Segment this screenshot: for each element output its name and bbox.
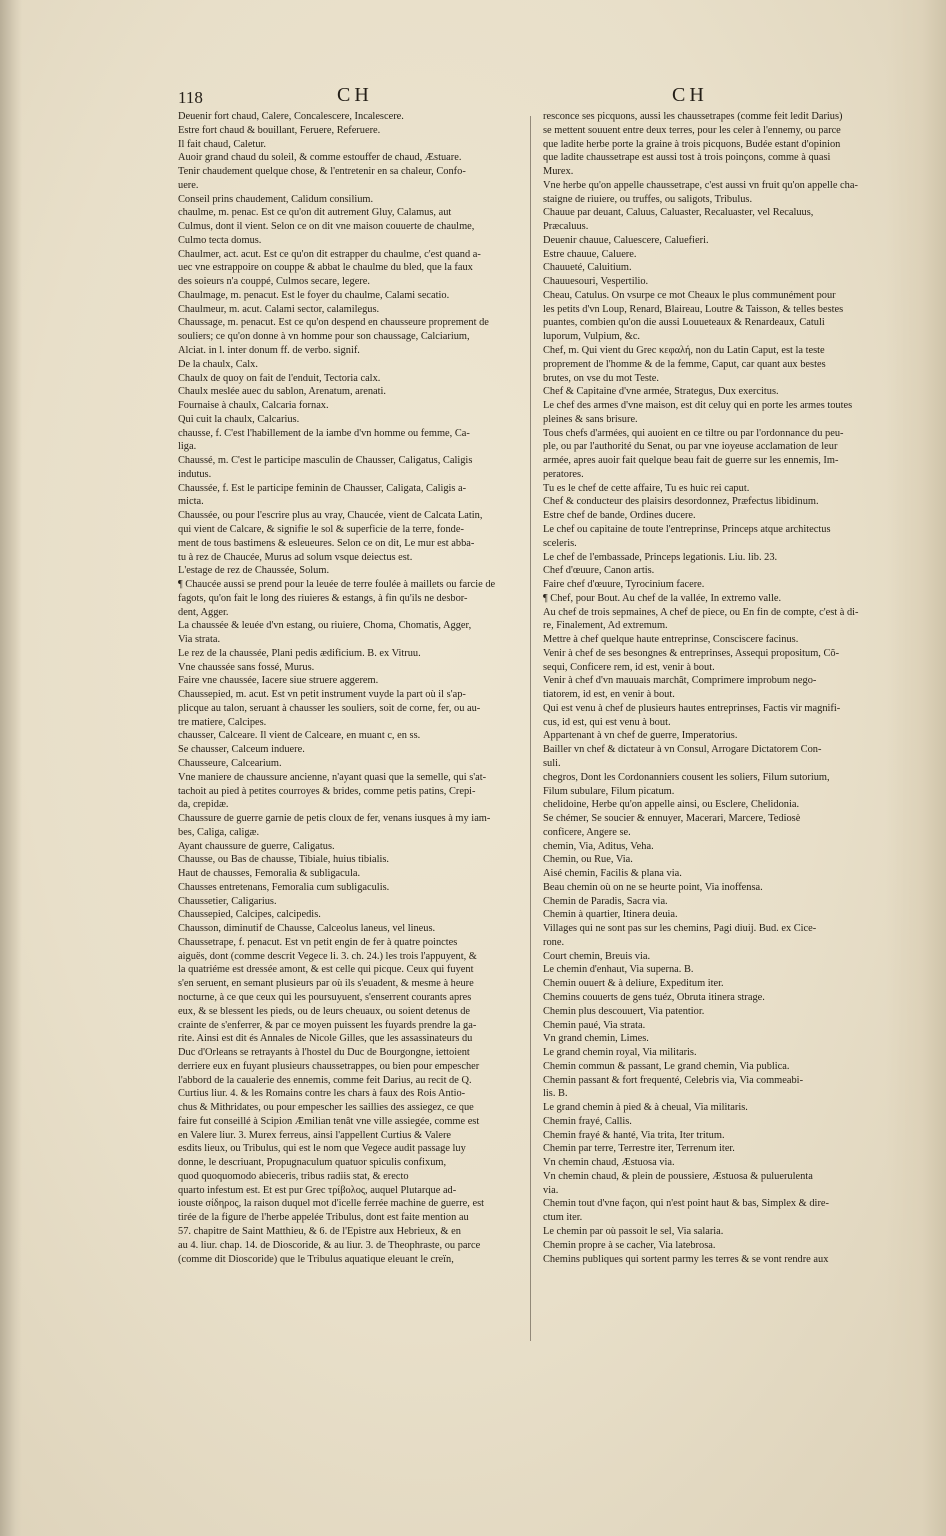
- text-line: crainte de s'enferrer, & par ce moyen puissent les fuyards prendre la ga-: [178, 1019, 477, 1031]
- text-line: Chaussage, m. penacut. Est ce qu'on despend en chausseure proprement de: [178, 317, 489, 329]
- text-line: conficere, Angere se.: [543, 826, 631, 838]
- page-number: 118: [178, 88, 203, 107]
- text-line: uec vne estrappoire on couppe & abbat le chaulme du bled, que la faux: [178, 262, 473, 274]
- text-line: plicque au talon, seruant à chausser les souliers, soit de corne, fer, ou au-: [178, 702, 481, 714]
- text-line: tu à rez de Chaucée, Murus ad solum vsque deiectus est.: [178, 551, 413, 563]
- text-line: suli.: [543, 757, 561, 769]
- running-head-left: CH: [337, 84, 373, 106]
- text-line: Filum subulare, Filum picatum.: [543, 785, 675, 797]
- text-line: Chemin paué, Via strata.: [543, 1019, 646, 1031]
- text-line: Se chausser, Calceum induere.: [178, 744, 305, 756]
- text-line: Culmo tecta domus.: [178, 234, 262, 246]
- text-line: Il fait chaud, Caletur.: [178, 138, 267, 150]
- text-line: Chemin passant & fort frequenté, Celebris via, Via commeabi-: [543, 1074, 804, 1086]
- text-line: Chemins couuerts de gens tuéz, Obruta itinera strage.: [543, 992, 765, 1003]
- text-line: Fournaise à chaulx, Calcaria fornax.: [178, 400, 329, 412]
- text-line: Ayant chaussure de guerre, Caligatus.: [178, 840, 335, 852]
- text-line: Chaulmage, m. penacut. Est le foyer du chaulme, Calami secatio.: [178, 289, 450, 301]
- text-line: Vn chemin chaud, Æstuosa via.: [543, 1157, 675, 1169]
- text-line: Deuenir chauue, Caluescere, Caluefieri.: [543, 234, 709, 246]
- text-line: re, Finalement, Ad extremum.: [543, 620, 668, 632]
- text-line: chelidoine, Herbe qu'on appelle ainsi, ou Esclere, Chelidonia.: [543, 799, 800, 811]
- text-line: Vne chaussée sans fossé, Murus.: [178, 661, 315, 673]
- text-line: Le chef de l'embassade, Princeps legationis. Liu. lib. 23.: [543, 551, 778, 563]
- text-line: Haut de chausses, Femoralia & subligacula.: [178, 868, 361, 880]
- text-line: se mettent souuent entre deux terres, pour les celer à l'ennemy, ou parce: [543, 124, 841, 136]
- text-line: brutes, on vse du mot Teste.: [543, 372, 659, 384]
- text-line: que ladite chaussetrape est aussi tost à trois poinçons, comme à quasi: [543, 152, 831, 164]
- text-line: indutus.: [178, 468, 212, 480]
- text-line: Chaussure de guerre garnie de petis cloux de fer, venans iusques à my iam-: [178, 813, 491, 825]
- text-line: La chaussée & leuée d'vn estang, ou riuiere, Choma, Chomatis, Agger,: [178, 620, 472, 632]
- text-line: Murex.: [543, 166, 574, 178]
- text-line: Chauueté, Caluitium.: [543, 262, 632, 274]
- text-line: puantes, combien qu'on die aussi Louueteaux & Renardeaux, Catuli: [543, 317, 825, 329]
- text-line: Chemin propre à se cacher, Via latebrosa.: [543, 1239, 716, 1251]
- text-line: tirée de la figure de l'herbe appelée Tribulus, dont est faite mention au: [178, 1212, 469, 1224]
- text-line: Chaussepied, Calcipes, calcipedis.: [178, 909, 321, 921]
- page-spine-shadow: [0, 0, 22, 1536]
- text-line: Chemin commun & passant, Le grand chemin, Via publica.: [543, 1060, 790, 1072]
- text-line: Chemins publiques qui sortent parmy les terres & se vont rendre aux: [543, 1253, 829, 1265]
- text-line: staigne de riuiere, ou truffes, ou saligots, Tribulus.: [543, 193, 753, 205]
- text-line: Chemin de Paradis, Sacra via.: [543, 895, 668, 907]
- text-line: quarto infestum est. Et est pur Grec τρίβολος, auquel Plutarque ad-: [178, 1184, 457, 1196]
- text-line: Chaussepied, m. acut. Est vn petit instrument vuyde la part où il s'ap-: [178, 689, 466, 701]
- text-line: peratores.: [543, 468, 584, 480]
- running-head-right: CH: [672, 84, 708, 106]
- text-line: que ladite herbe porte la graine à trois picquons, Budée estant d'opinion: [543, 138, 841, 150]
- text-line: Vn grand chemin, Limes.: [543, 1033, 649, 1045]
- text-line: Chausseure, Calcearium.: [178, 757, 282, 769]
- text-line: esdits lieux, ou Tribulus, qui est le nom que Vegece audit passage luy: [178, 1143, 466, 1155]
- text-line: fagots, qu'on fait le long des riuieres & estangs, à fin qu'ils ne desbor-: [178, 592, 468, 604]
- text-line: Chaulmer, act. acut. Est ce qu'on dit estrapper du chaulme, c'est quand a-: [178, 248, 481, 260]
- text-line: Le chemin d'enhaut, Via superna. B.: [543, 964, 694, 976]
- text-line: Culmus, dont il vient. Selon ce on dit vne maison couuerte de chaulme,: [178, 221, 475, 233]
- text-line: 57. chapitre de Saint Matthieu, & 6. de l'Epistre aux Hebrieux, & en: [178, 1226, 461, 1238]
- text-line: Tenir chaudement quelque chose, & l'entretenir en sa chaleur, Confo-: [178, 166, 466, 178]
- text-line: Qui est venu à chef de plusieurs hautes entreprinses, Factis vir magnifi-: [543, 702, 841, 714]
- text-line: Chaulx de quoy on fait de l'enduit, Tectoria calx.: [178, 372, 381, 384]
- text-line: nocturne, à ce que ceux qui les poursuyuent, s'enserrent courants apres: [178, 992, 472, 1003]
- text-line: les petits d'vn Loup, Renard, Blaireau, Loutre & Taisson, & telles bestes: [543, 303, 844, 315]
- right-column: [543, 110, 885, 1266]
- text-line: Mettre à chef quelque haute entreprinse, Consciscere facinus.: [543, 634, 799, 646]
- text-line: rone.: [543, 936, 565, 948]
- text-line: Beau chemin où on ne se heurte point, Via inoffensa.: [543, 881, 763, 893]
- text-line: luporum, Vulpium, &c.: [543, 331, 641, 343]
- text-line: Le grand chemin royal, Via militaris.: [543, 1047, 697, 1059]
- text-line: resconce ses picquons, aussi les chaussetrapes (comme feit ledit Darius): [543, 111, 843, 122]
- text-line: Chemin par terre, Terrestre iter, Terrenum iter.: [543, 1143, 735, 1155]
- text-line: Aisé chemin, Facilis & plana via.: [543, 868, 682, 880]
- text-line: pleines & sans brisure.: [543, 413, 638, 425]
- text-line: Chauue par deuant, Caluus, Caluaster, Recaluaster, vel Recaluus,: [543, 207, 814, 219]
- text-line: Le chef des armes d'vne maison, est dit celuy qui en porte les armes toutes: [543, 400, 853, 412]
- text-line: donne, le descriuant, Propugnaculum quatuor spiculis confixum,: [178, 1157, 447, 1169]
- text-line: lis. B.: [543, 1088, 568, 1100]
- text-line: Chemin tout d'vne façon, qui n'est point haut & bas, Simplex & dire-: [543, 1198, 829, 1210]
- text-line: Præcaluus.: [543, 221, 589, 233]
- text-line: Conseil prins chaudement, Calidum consilium.: [178, 193, 374, 205]
- text-line: Vne herbe qu'on appelle chaussetrape, c'est aussi vn fruit qu'on appelle cha-: [543, 179, 858, 191]
- text-line: chausser, Calceare. Il vient de Calceare, en muant c, en ss.: [178, 730, 421, 742]
- text-line: en Valere liur. 3. Murex ferreus, ainsi l'appellent Curtius & Valere: [178, 1129, 452, 1141]
- text-line: Estre fort chaud & bouillant, Feruere, Referuere.: [178, 124, 381, 136]
- text-line: Chausson, diminutif de Chausse, Calceolus laneus, vel lineus.: [178, 923, 436, 935]
- text-line: ¶ Chef, pour Bout. Au chef de la vallée, In extremo valle.: [543, 592, 782, 604]
- text-line: Faire chef d'œuure, Tyrocinium facere.: [543, 579, 705, 591]
- text-line: da, crepidæ.: [178, 799, 229, 811]
- text-line: Cheau, Catulus. On vsurpe ce mot Cheaux le plus communément pour: [543, 289, 836, 301]
- text-line: souliers; ce qu'on donne à vn homme pour son chaussage, Calciarium,: [178, 331, 470, 343]
- text-line: Tu es le chef de cette affaire, Tu es huic rei caput.: [543, 482, 750, 494]
- text-line: Chausses entretenans, Femoralia cum subligaculis.: [178, 881, 390, 893]
- text-line: Chaussée, f. Est le participe feminin de Chausser, Caligata, Caligis a-: [178, 482, 467, 494]
- text-line: Chef & conducteur des plaisirs desordonnez, Præfectus libidinum.: [543, 496, 819, 508]
- text-line: Vn chemin chaud, & plein de poussiere, Æstuosa & puluerulenta: [543, 1170, 813, 1182]
- text-line: Vne maniere de chaussure ancienne, n'ayant quasi que la semelle, qui s'at-: [178, 771, 487, 783]
- text-line: iouste σίδηρος, la raison duquel mot d'icelle ferrée machine de guerre, est: [178, 1198, 485, 1210]
- text-line: tachoit au pied à petites courroyes & brides, comme petis patins, Crepi-: [178, 785, 476, 797]
- text-line: Tous chefs d'armées, qui auoient en ce tiltre ou par l'ordonnance du peu-: [543, 427, 844, 439]
- text-line: la quatriéme est dressée amont, & est celle qui picque. Ceux qui fuyent: [178, 964, 474, 976]
- text-line: ment de tous bastimens & esleueures. Selon ce on dit, Le mur est abba-: [178, 537, 475, 549]
- text-line: Estre chauue, Caluere.: [543, 248, 637, 260]
- text-line: eux, & se blessent les pieds, ou de leurs cheuaux, ou soient detenus de: [178, 1005, 471, 1017]
- text-line: chegros, Dont les Cordonanniers cousent les soliers, Filum sutorium,: [543, 771, 830, 783]
- text-line: dent, Agger.: [178, 606, 229, 618]
- text-line: De la chaulx, Calx.: [178, 358, 258, 370]
- text-line: Villages qui ne sont pas sur les chemins, Pagi diuij. Bud. ex Cice-: [543, 923, 817, 935]
- text-line: Court chemin, Breuis via.: [543, 950, 651, 962]
- text-line: aiguës, dont (comme descrit Vegece li. 3. ch. 24.) les trois l'appuyent, &: [178, 950, 477, 962]
- text-line: chausse, f. C'est l'habillement de la iambe d'vn homme ou femme, Ca-: [178, 427, 470, 439]
- page-fore-edge: [886, 0, 946, 1536]
- text-line: chaulme, m. penac. Est ce qu'on dit autrement Gluy, Calamus, aut: [178, 207, 452, 219]
- text-line: Chemin frayé & hanté, Via trita, Iter tritum.: [543, 1129, 725, 1141]
- text-line: au 4. liur. chap. 14. de Dioscoride, & au liur. 3. de Theophraste, ou parce: [178, 1239, 481, 1251]
- text-line: Faire vne chaussée, Iacere siue struere aggerem.: [178, 675, 379, 687]
- text-line: micta.: [178, 496, 204, 508]
- text-line: derriere eux en fuyant plusieurs chaussetrappes, ou bien pour empescher: [178, 1060, 480, 1072]
- text-line: Chemin à quartier, Itinera deuia.: [543, 909, 678, 921]
- text-line: Le chef ou capitaine de toute l'entreprinse, Princeps atque architectus: [543, 523, 831, 535]
- text-line: Chaulx meslée auec du sablon, Arenatum, arenati.: [178, 386, 387, 398]
- text-line: chus & Mithridates, ou pour empescher les saillies des assiegez, ce que: [178, 1102, 474, 1114]
- text-line: Alciat. in l. inter donum ff. de verbo. signif.: [178, 345, 360, 357]
- text-line: bes, Caliga, caligæ.: [178, 826, 260, 838]
- text-line: des soieurs n'a couppé, Culmos secare, legere.: [178, 276, 371, 288]
- text-line: Chaussée, ou pour l'escrire plus au vray, Chaucée, vient de Calcata Latin,: [178, 510, 483, 522]
- text-line: armée, apres auoir fait quelque beau fait de guerre sur les ennemis, Im-: [543, 455, 839, 467]
- text-line: Chef, m. Qui vient du Grec κεφαλή, non du Latin Caput, est la teste: [543, 345, 825, 357]
- text-line: s'en seruent, en semant plusieurs par où ils s'euadent, & mesme à heure: [178, 978, 474, 990]
- text-line: Au chef de trois sepmaines, A chef de piece, ou En fin de compte, c'est à di-: [543, 606, 859, 618]
- text-line: Estre chef de bande, Ordines ducere.: [543, 510, 696, 522]
- column-divider: [530, 116, 531, 1341]
- text-line: Deuenir fort chaud, Calere, Concalescere, Incalescere.: [178, 111, 404, 122]
- text-line: Appartenant à vn chef de guerre, Imperatorius.: [543, 730, 738, 742]
- text-line: cus, id est, qui est venu à bout.: [543, 716, 671, 728]
- text-line: Chaulmeur, m. acut. Calami sector, calamilegus.: [178, 303, 380, 315]
- text-line: Curtius liur. 4. & les Romains contre les chars à faux des Rois Antio-: [178, 1088, 466, 1100]
- text-line: Chaussetrape, f. penacut. Est vn petit engin de fer à quatre poinctes: [178, 936, 458, 948]
- left-column: [178, 110, 524, 1266]
- text-line: Chaussetier, Caligarius.: [178, 895, 277, 907]
- text-line: faire fut conseillé à Scipion Æmilian tenât vne ville assiegée, comme est: [178, 1115, 480, 1127]
- text-line: Chemin, ou Rue, Via.: [543, 854, 633, 866]
- text-line: liga.: [178, 441, 197, 453]
- text-line: Le chemin par où passoit le sel, Via salaria.: [543, 1226, 724, 1238]
- text-line: qui vient de Calcare, & signifie le sol & superficie de la terre, fonde-: [178, 523, 464, 535]
- text-line: quod quoquomodo abieceris, tribus radiis stat, & erecto: [178, 1170, 409, 1182]
- text-line: Chef & Capitaine d'vne armée, Strategus, Dux exercitus.: [543, 386, 779, 398]
- text-line: Auoir grand chaud du soleil, & comme estouffer de chaud, Æstuare.: [178, 152, 462, 164]
- text-line: ctum iter.: [543, 1212, 583, 1224]
- text-line: Le grand chemin à pied & à cheual, Via militaris.: [543, 1102, 748, 1114]
- text-line: Bailler vn chef & dictateur à vn Consul, Arrogare Dictatorem Con-: [543, 744, 822, 756]
- text-line: chemin, Via, Aditus, Veha.: [543, 840, 654, 852]
- text-line: uere.: [178, 179, 199, 191]
- text-line: (comme dit Dioscoride) que le Tribulus aquatique eleuant le creïn,: [178, 1253, 454, 1265]
- text-line: sequi, Conficere rem, id est, venir à bout.: [543, 661, 715, 673]
- text-line: Chausse, ou Bas de chausse, Tibiale, huius tibialis.: [178, 854, 389, 866]
- text-line: ¶ Chaucée aussi se prend pour la leuée de terre foulée à maillets ou farcie de: [178, 579, 496, 591]
- text-line: Qui cuit la chaulx, Calcarius.: [178, 413, 300, 425]
- text-line: L'estage de rez de Chaussée, Solum.: [178, 565, 330, 577]
- text-line: Se chémer, Se soucier & ennuyer, Macerari, Marcere, Tediosè: [543, 813, 801, 825]
- text-line: Chemin ouuert & à deliure, Expeditum iter.: [543, 978, 724, 990]
- text-line: Via strata.: [178, 634, 221, 646]
- text-line: Chaussé, m. C'est le participe masculin de Chausser, Caligatus, Caligis: [178, 455, 473, 467]
- text-line: tre matiere, Calcipes.: [178, 716, 267, 728]
- text-line: proprement de l'homme & de la femme, Caput, car quant aux bestes: [543, 358, 826, 370]
- text-line: Venir à chef de ses besongnes & entreprinses, Assequi propositum, Cõ-: [543, 647, 840, 659]
- text-line: Chemin plus descouuert, Via patentior.: [543, 1005, 705, 1017]
- text-line: Duc d'Orleans se retrayants à l'hostel du Duc de Bourgongne, iettoient: [178, 1047, 470, 1059]
- text-line: sceleris.: [543, 537, 577, 549]
- text-line: ple, ou par l'authorité du Senat, ou par vne ioyeuse acclamation de leur: [543, 441, 838, 453]
- text-line: tiatorem, id est, en venir à bout.: [543, 689, 675, 701]
- text-line: Le rez de la chaussée, Plani pedis ædificium. B. ex Vitruu.: [178, 647, 421, 659]
- text-line: Chauuesouri, Vespertilio.: [543, 276, 649, 288]
- text-line: via.: [543, 1184, 559, 1196]
- text-line: Chef d'œuure, Canon artis.: [543, 565, 655, 577]
- text-line: rite. Ainsi est dit és Annales de Nicole Gilles, que les assassinateurs du: [178, 1033, 473, 1045]
- text-line: l'abbord de la caualerie des ennemis, comme feit Darius, au recit de Q.: [178, 1074, 472, 1086]
- text-line: Venir à chef d'vn mauuais marchât, Comprimere improbum nego-: [543, 675, 817, 687]
- text-line: Chemin frayé, Callis.: [543, 1115, 632, 1127]
